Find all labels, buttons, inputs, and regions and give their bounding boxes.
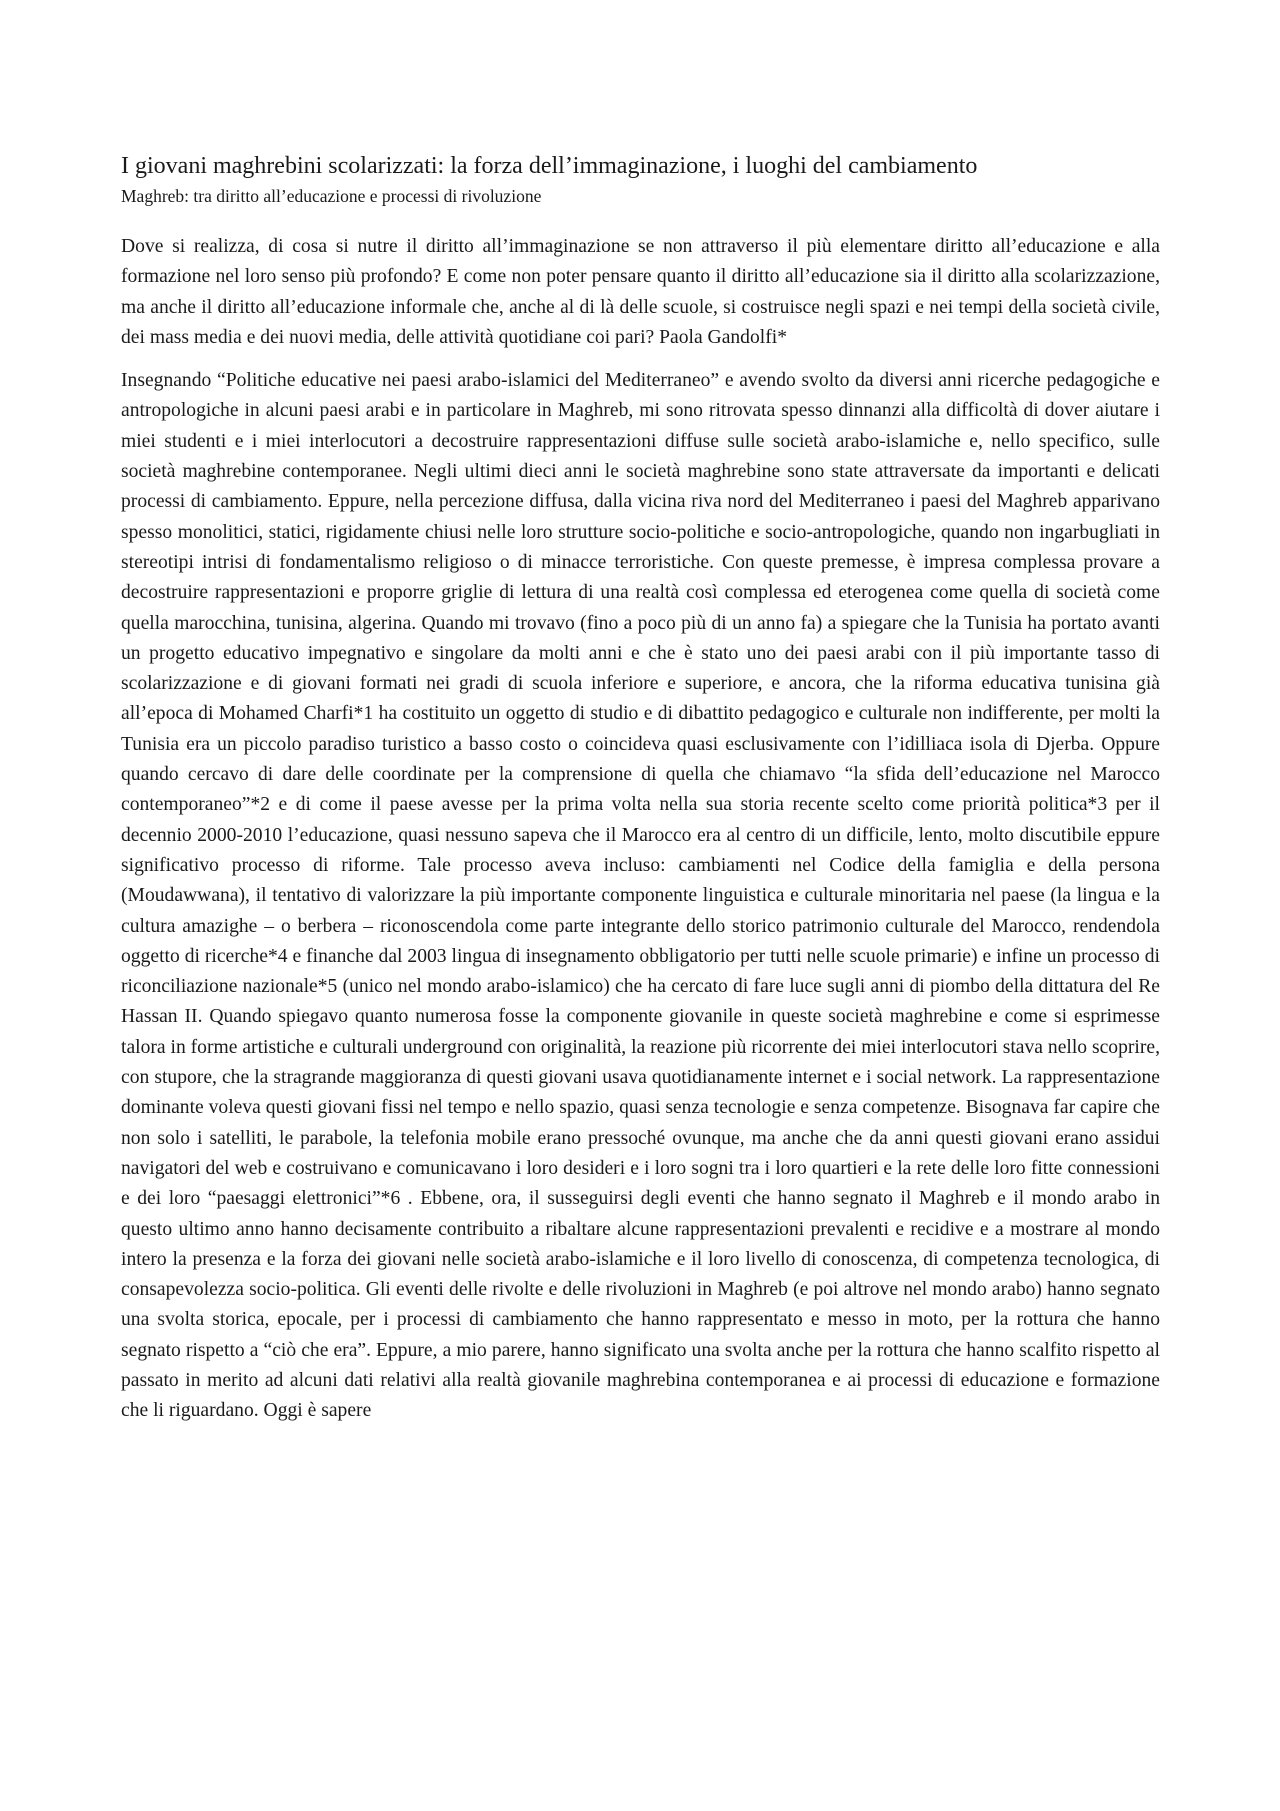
document-title: I giovani maghrebini scolarizzati: la forza dell’immaginazione, i luoghi del cambiamento <box>121 153 978 179</box>
body-paragraph: Insegnando “Politiche educative nei paesi arabo-islamici del Mediterraneo” e avendo svolto da diversi anni ricerche pedagogiche e antropologiche in alcuni paesi arabi e in particolare in Maghreb, mi sono ritrovata spesso dinnanzi alla difficoltà di dover aiutare i miei studenti e i miei interlocutori a decostruire rappresentazioni diffuse sulle società arabo-islamiche e, nello specifico, sulle società maghrebine contemporanee. Negli ultimi dieci anni le società maghrebine sono state attraversate da importanti e delicati processi di cambiamento. Eppure, nella percezione diffusa, dalla vicina riva nord del Mediterraneo i paesi del Maghreb apparivano spesso monolitici, statici, rigidamente chiusi nelle loro strutture socio-politiche e socio-antropologiche, quando non ingarbugliati in stereotipi intrisi di fondamentalismo religioso o di minacce terroristiche. Con queste premesse, è impresa complessa provare a decostruire rappresentazioni e proporre griglie di lettura di una realtà così complessa ed eterogenea come quella di società come quella marocchina, tunisina, algerina. Quando mi trovavo (fino a poco più di un anno fa) a spiegare che la Tunisia ha portato avanti un progetto educativo impegnativo e singolare da molti anni e che è stato uno dei paesi arabi con il più importante tasso di scolarizzazione e di giovani formati nei gradi di scuola inferiore e superiore, e ancora, che la riforma educativa tunisina già all’epoca di Mohamed Charfi*1 ha costituito un oggetto di studio e di dibattito pedagogico e culturale non indifferente, per molti la Tunisia era un piccolo paradiso turistico a basso costo o coincideva quasi esclusivamente con l’idilliaca isola di Djerba. Oppure quando cercavo di dare delle coordinate per la comprensione di quella che chiamavo “la sfida dell’educazione nel Marocco contemporaneo”*2 e di come il paese avesse per la prima volta nella sua storia recente scelto come priorità politica*3 per il decennio 2000-2010 l’educazione, quasi nessuno sapeva che il Marocco era al centro di un difficile, lento, molto discutibile eppure significativo processo di riforme. Tale processo aveva incluso: cambiamenti nel Codice della famiglia e della persona (Moudawwana), il tentativo di valorizzare la più importante componente linguistica e culturale minoritaria nel paese (la lingua e la cultura amazighe – o berbera – riconoscendola come parte integrante dello storico patrimonio culturale del Marocco, rendendola oggetto di ricerche*4 e finanche dal 2003 lingua di insegnamento obbligatorio per tutti nelle scuole primarie) e infine un processo di riconciliazione nazionale*5 (unico nel mondo arabo-islamico) che ha cercato di fare luce sugli anni di piombo della dittatura del Re Hassan II. Quando spiegavo quanto numerosa fosse la componente giovanile in queste società maghrebine e come si esprimesse talora in forme artistiche e culturali underground con originalità, la reazione più ricorrente dei miei interlocutori stava nello scoprire, con stupore, che la stragrande maggioranza di questi giovani usava quotidianamente internet e i social network. La rappresentazione dominante voleva questi giovani fissi nel tempo e nello spazio, quasi senza tecnologie e senza competenze. Bisognava far capire che non solo i satelliti, le parabole, la telefonia mobile erano pressoché ovunque, ma anche che da anni questi giovani erano assidui navigatori del web e costruivano e comunicavano i loro desideri e i loro sogni tra i loro quartieri e la rete delle loro fitte connessioni e dei loro “paesaggi elettronici”*6 . Ebbene, ora, il susseguirsi degli eventi che hanno segnato il Maghreb e il mondo arabo in questo ultimo anno hanno decisamente contribuito a ribaltare alcune rappresentazioni prevalenti e recidive e a mostrare al mondo intero la presenza e la forza dei giovani nelle società arabo-islamiche e il loro livello di conoscenza, di competenza tecnologica, di consapevolezza socio-politica. Gli eventi delle rivolte e delle rivoluzioni in Maghreb (e poi altrove nel mondo arabo) hanno segnato una svolta storica, epocale, per i processi di cambiamento che hanno rappresentato e messo in moto, per la rottura che hanno segnato rispetto a “ciò che era”. Eppure, a mio parere, hanno significato una svolta anche per la rottura che hanno scalfito rispetto al passato in merito ad alcuni dati relativi alla realtà giovanile maghrebina contemporanea e ai processi di educazione e formazione che li riguardano. Oggi è sapere <box>121 370 1160 1422</box>
abstract-paragraph: Dove si realizza, di cosa si nutre il diritto all’immaginazione se non attraverso il più elementare diritto all’educazione e alla formazione nel loro senso più profondo? E come non poter pensare quanto il diritto all’educazione sia il diritto alla scolarizzazione, ma anche il diritto all’educazione informale che, anche al di là delle scuole, si costruisce negli spazi e nei tempi della società civile, dei mass media e dei nuovi media, delle attività quotidiane coi pari? Paola Gandolfi* <box>121 236 1160 348</box>
document-subtitle: Maghreb: tra diritto all’educazione e processi di rivoluzione <box>121 186 542 206</box>
document-page <box>121 150 1160 1427</box>
